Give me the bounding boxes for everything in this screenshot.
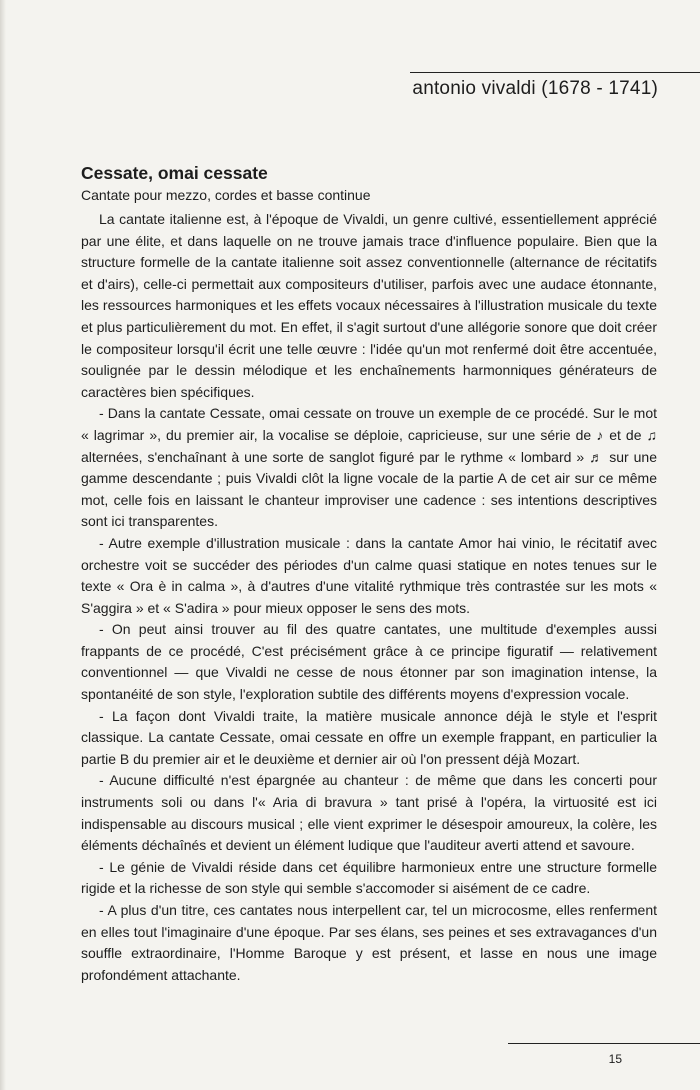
paragraph-5: - La façon dont Vivaldi traite, la matière musicale annonce déjà le style et l'esprit classique. La cantate Cessate, omai cessate en offre un exemple frappant, en particulier la partie B du premier air et le deuxième et dernier air où l'on pressent déjà Mozart. [81, 707, 657, 767]
footer-rule [508, 1043, 700, 1044]
header-rule [410, 72, 700, 73]
article [81, 162, 657, 986]
paragraph-8: - A plus d'un titre, ces cantates nous interpellent car, tel un microcosme, elles renferment en elles tout l'imaginaire d'une époque. Par ses élans, ses peines et ses extravagances d'un souffle extraordinaire, l'Homme Baroque y est présent, et lasse en nous une image profondément attachante. [81, 902, 657, 983]
paragraph-7: - Le génie de Vivaldi réside dans cet équilibre harmonieux entre une structure formelle rigide et la richesse de son style qui semble s'accomoder si aisément de ce cadre. [81, 858, 657, 897]
running-head: antonio vivaldi (1678 - 1741) [412, 78, 658, 99]
article-subtitle: Cantate pour mezzo, cordes et basse continue [81, 187, 371, 203]
paragraph-1: La cantate italienne est, à l'époque de Vivaldi, un genre cultivé, essentiellement apprécié par une élite, et dans laquelle on ne trouve jamais trace d'influence populaire. Bien que la structure formelle de la cantate italienne soit assez conventionnelle (alternance de récitatifs et d'airs), celle-ci permettait aux compositeurs d'utiliser, parfois avec une audace étonnante, les ressources harmoniques et les effets vocaux nécessaires à l'illustration musicale du texte et plus particulièrement du mot. En effet, il s'agit surtout d'une allégorie sonore que doit créer le compositeur lorsqu'il écrit une telle œuvre : l'idée qu'un mot renfermé doit être accentuée, soulignée par le dessin mélodique et les enchaînements harmonniques générateurs de caractères bien spécifiques. [81, 211, 657, 400]
page-edge [0, 0, 6, 1090]
paragraph-3: - Autre exemple d'illustration musicale : dans la cantate Amor hai vinio, le récitatif avec orchestre voit se succéder des périodes d'un calme quasi statique en notes tenues sur le texte « Ora è in calma », à d'autres d'une vitalité rythmique très contrastée sur les mots « S'aggira » et « S'adira » pour mieux opposer le sens des mots. [81, 534, 657, 616]
paragraph-6: - Aucune difficulté n'est épargnée au chanteur : de même que dans les concerti pour instruments soli ou dans l'« Aria di bravura » tant prisé à l'opéra, la virtuosité est ici indispensable au discours musical ; elle vient exprimer le désespoir amoureux, la colère, les éléments déchaînés et devient un élément ludique que l'auditeur averti attend et savoure. [81, 772, 657, 854]
page-number: 15 [608, 1052, 622, 1066]
article-title: Cessate, omai cessate [81, 163, 268, 183]
paragraph-2: - Dans la cantate Cessate, omai cessate on trouve un exemple de ce procédé. Sur le mot « lagrimar », du premier air, la vocalise se déploie, capricieuse, sur une série de ♪ et de ♫ alternées, s'enchaînant à une sorte de sanglot figuré par le rythme « lombard » ♬ sur une gamme descendante ; puis Vivaldi clôt la ligne vocale de la partie A de cet air sur ce même mot, celle fois en laissant le chanteur improviser une cadence : ses intentions descriptives sont ici transparentes. [81, 405, 657, 530]
paragraph-4: - On peut ainsi trouver au fil des quatre cantates, une multitude d'exemples aussi frappants de ce procédé, C'est précisément grâce à ce principe figuratif — relativement conventionnel — que Vivaldi ne cesse de nous étonner par son imagination intense, la spontanéité de son style, l'exploration subtile des différents moyens d'expression vocale. [81, 621, 657, 703]
